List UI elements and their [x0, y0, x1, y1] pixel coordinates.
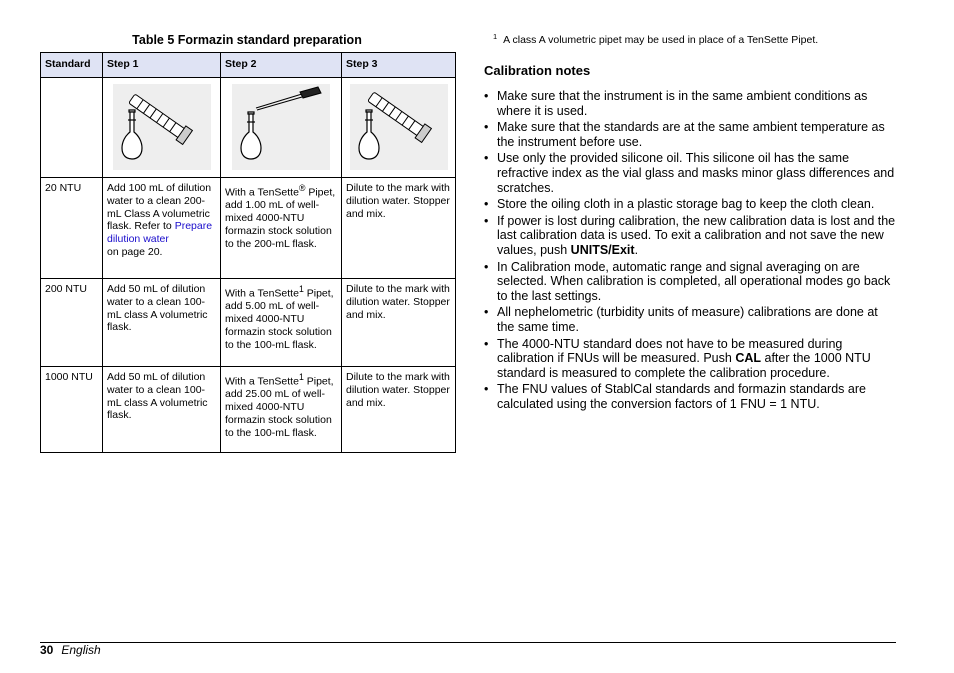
- header-step-3: Step 3: [342, 53, 456, 78]
- step2-illustration-cell: [221, 78, 342, 178]
- list-item: • Make sure that the standards are at the same ambient temperature as the instrument before use.: [484, 120, 896, 149]
- header-step-2: Step 2: [221, 53, 342, 78]
- tensette-pipet-over-flask-icon: [232, 84, 330, 170]
- step1-illustration-cell: [103, 78, 221, 178]
- step2-text-pre: With a TenSette: [225, 186, 299, 199]
- list-item: • All nephelometric (turbidity units of measure) calibrations are done at the same time.: [484, 305, 896, 334]
- step3-cell: Dilute to the mark with dilution water. Stopper and mix.: [342, 367, 456, 453]
- standard-cell: 20 NTU: [41, 178, 103, 279]
- illustration-empty-cell: [41, 78, 103, 178]
- step2-cell: [221, 279, 342, 367]
- table-caption: Table 5 Formazin standard preparation: [132, 33, 362, 47]
- list-item: • The FNU values of StablCal standards and formazin standards are calculated using the conversion factors of 1 FNU = 1 NTU.: [484, 382, 896, 411]
- step2-text-post: Pipet, add 5.00 mL of well-mixed 4000-NTU formazin stock solution to the 100-mL flask.: [225, 287, 334, 351]
- step3-illustration-cell: [342, 78, 456, 178]
- table-row: [41, 279, 456, 367]
- table-header-row: [41, 53, 456, 78]
- note-text: The 4000-NTU standard does not have to be measured during calibration if FNUs will be measured. Push: [497, 336, 843, 366]
- page-footer: [40, 643, 101, 657]
- prepare-dilution-water-link[interactable]: Prepare dilution water: [107, 220, 213, 246]
- wash-bottle-filling-flask-icon: [350, 84, 448, 170]
- note-text-end: .: [634, 242, 639, 257]
- standard-cell: 200 NTU: [41, 279, 103, 367]
- list-item: • In Calibration mode, automatic range and signal averaging on are selected. When calibration is completed, all operational modes go back to the last settings.: [484, 260, 896, 304]
- standard-cell: 1000 NTU: [41, 367, 103, 453]
- step2-text-pre: With a TenSette: [225, 375, 299, 388]
- list-item: • Use only the provided silicone oil. This silicone oil has the same refractive index as the vial glass and masks minor glass differences and scratches.: [484, 151, 896, 195]
- calibration-notes-list: [484, 89, 896, 413]
- footer-divider: [40, 642, 896, 643]
- step3-cell: Dilute to the mark with dilution water. Stopper and mix.: [342, 178, 456, 279]
- step2-cell: [221, 178, 342, 279]
- illustration-row: [41, 78, 456, 178]
- table-row: [41, 178, 456, 279]
- step1-text-post: on page 20.: [107, 245, 163, 258]
- table-row: [41, 367, 456, 453]
- page-number: 30: [40, 643, 54, 657]
- step2-text-pre: With a TenSette: [225, 287, 299, 300]
- list-item: • Make sure that the instrument is in the same ambient conditions as where it is used.: [484, 89, 896, 118]
- footnote-ref: 1: [298, 372, 304, 382]
- footnote-mark: 1: [493, 32, 498, 41]
- step1-text: Add 100 mL of dilution water to a clean 200-mL Class A volumetric flask. Refer to: [107, 182, 212, 233]
- footer-language: English: [61, 643, 101, 657]
- registered-mark: ®: [298, 183, 306, 193]
- list-item: [484, 214, 896, 258]
- step2-text-post: Pipet, add 25.00 mL of well-mixed 4000-NTU formazin stock solution to the 100-mL flask.: [225, 375, 334, 439]
- formazin-preparation-table: [40, 52, 456, 453]
- step3-cell: Dilute to the mark with dilution water. Stopper and mix.: [342, 279, 456, 367]
- note-text: If power is lost during calibration, the new calibration data is lost and the last calibration data is used. To exit a calibration and not save the new values, push: [497, 213, 896, 257]
- header-standard: Standard: [41, 53, 103, 78]
- footnote-ref: 1: [298, 284, 304, 294]
- step1-cell: Add 50 mL of dilution water to a clean 100-mL class A volumetric flask.: [103, 279, 221, 367]
- list-item: [484, 337, 896, 381]
- step1-cell: [103, 178, 221, 279]
- units-exit-key: UNITS/Exit: [570, 242, 635, 257]
- cal-key: CAL: [735, 351, 762, 366]
- footnote: [493, 32, 913, 46]
- step2-text-post: Pipet, add 1.00 mL of well-mixed 4000-NTU formazin stock solution to the 200-mL flask.: [225, 186, 336, 250]
- list-item: • Store the oiling cloth in a plastic storage bag to keep the cloth clean.: [484, 197, 896, 212]
- step1-cell: Add 50 mL of dilution water to a clean 100-mL class A volumetric flask.: [103, 367, 221, 453]
- header-step-1: Step 1: [103, 53, 221, 78]
- footnote-text: A class A volumetric pipet may be used in place of a TenSette Pipet.: [503, 34, 819, 46]
- calibration-notes-heading: Calibration notes: [484, 63, 591, 78]
- step2-cell: [221, 367, 342, 453]
- pipet-into-volumetric-flask-icon: [113, 84, 211, 170]
- note-text-end: after the 1000 NTU standard is measured to complete the calibration procedure.: [497, 351, 871, 380]
